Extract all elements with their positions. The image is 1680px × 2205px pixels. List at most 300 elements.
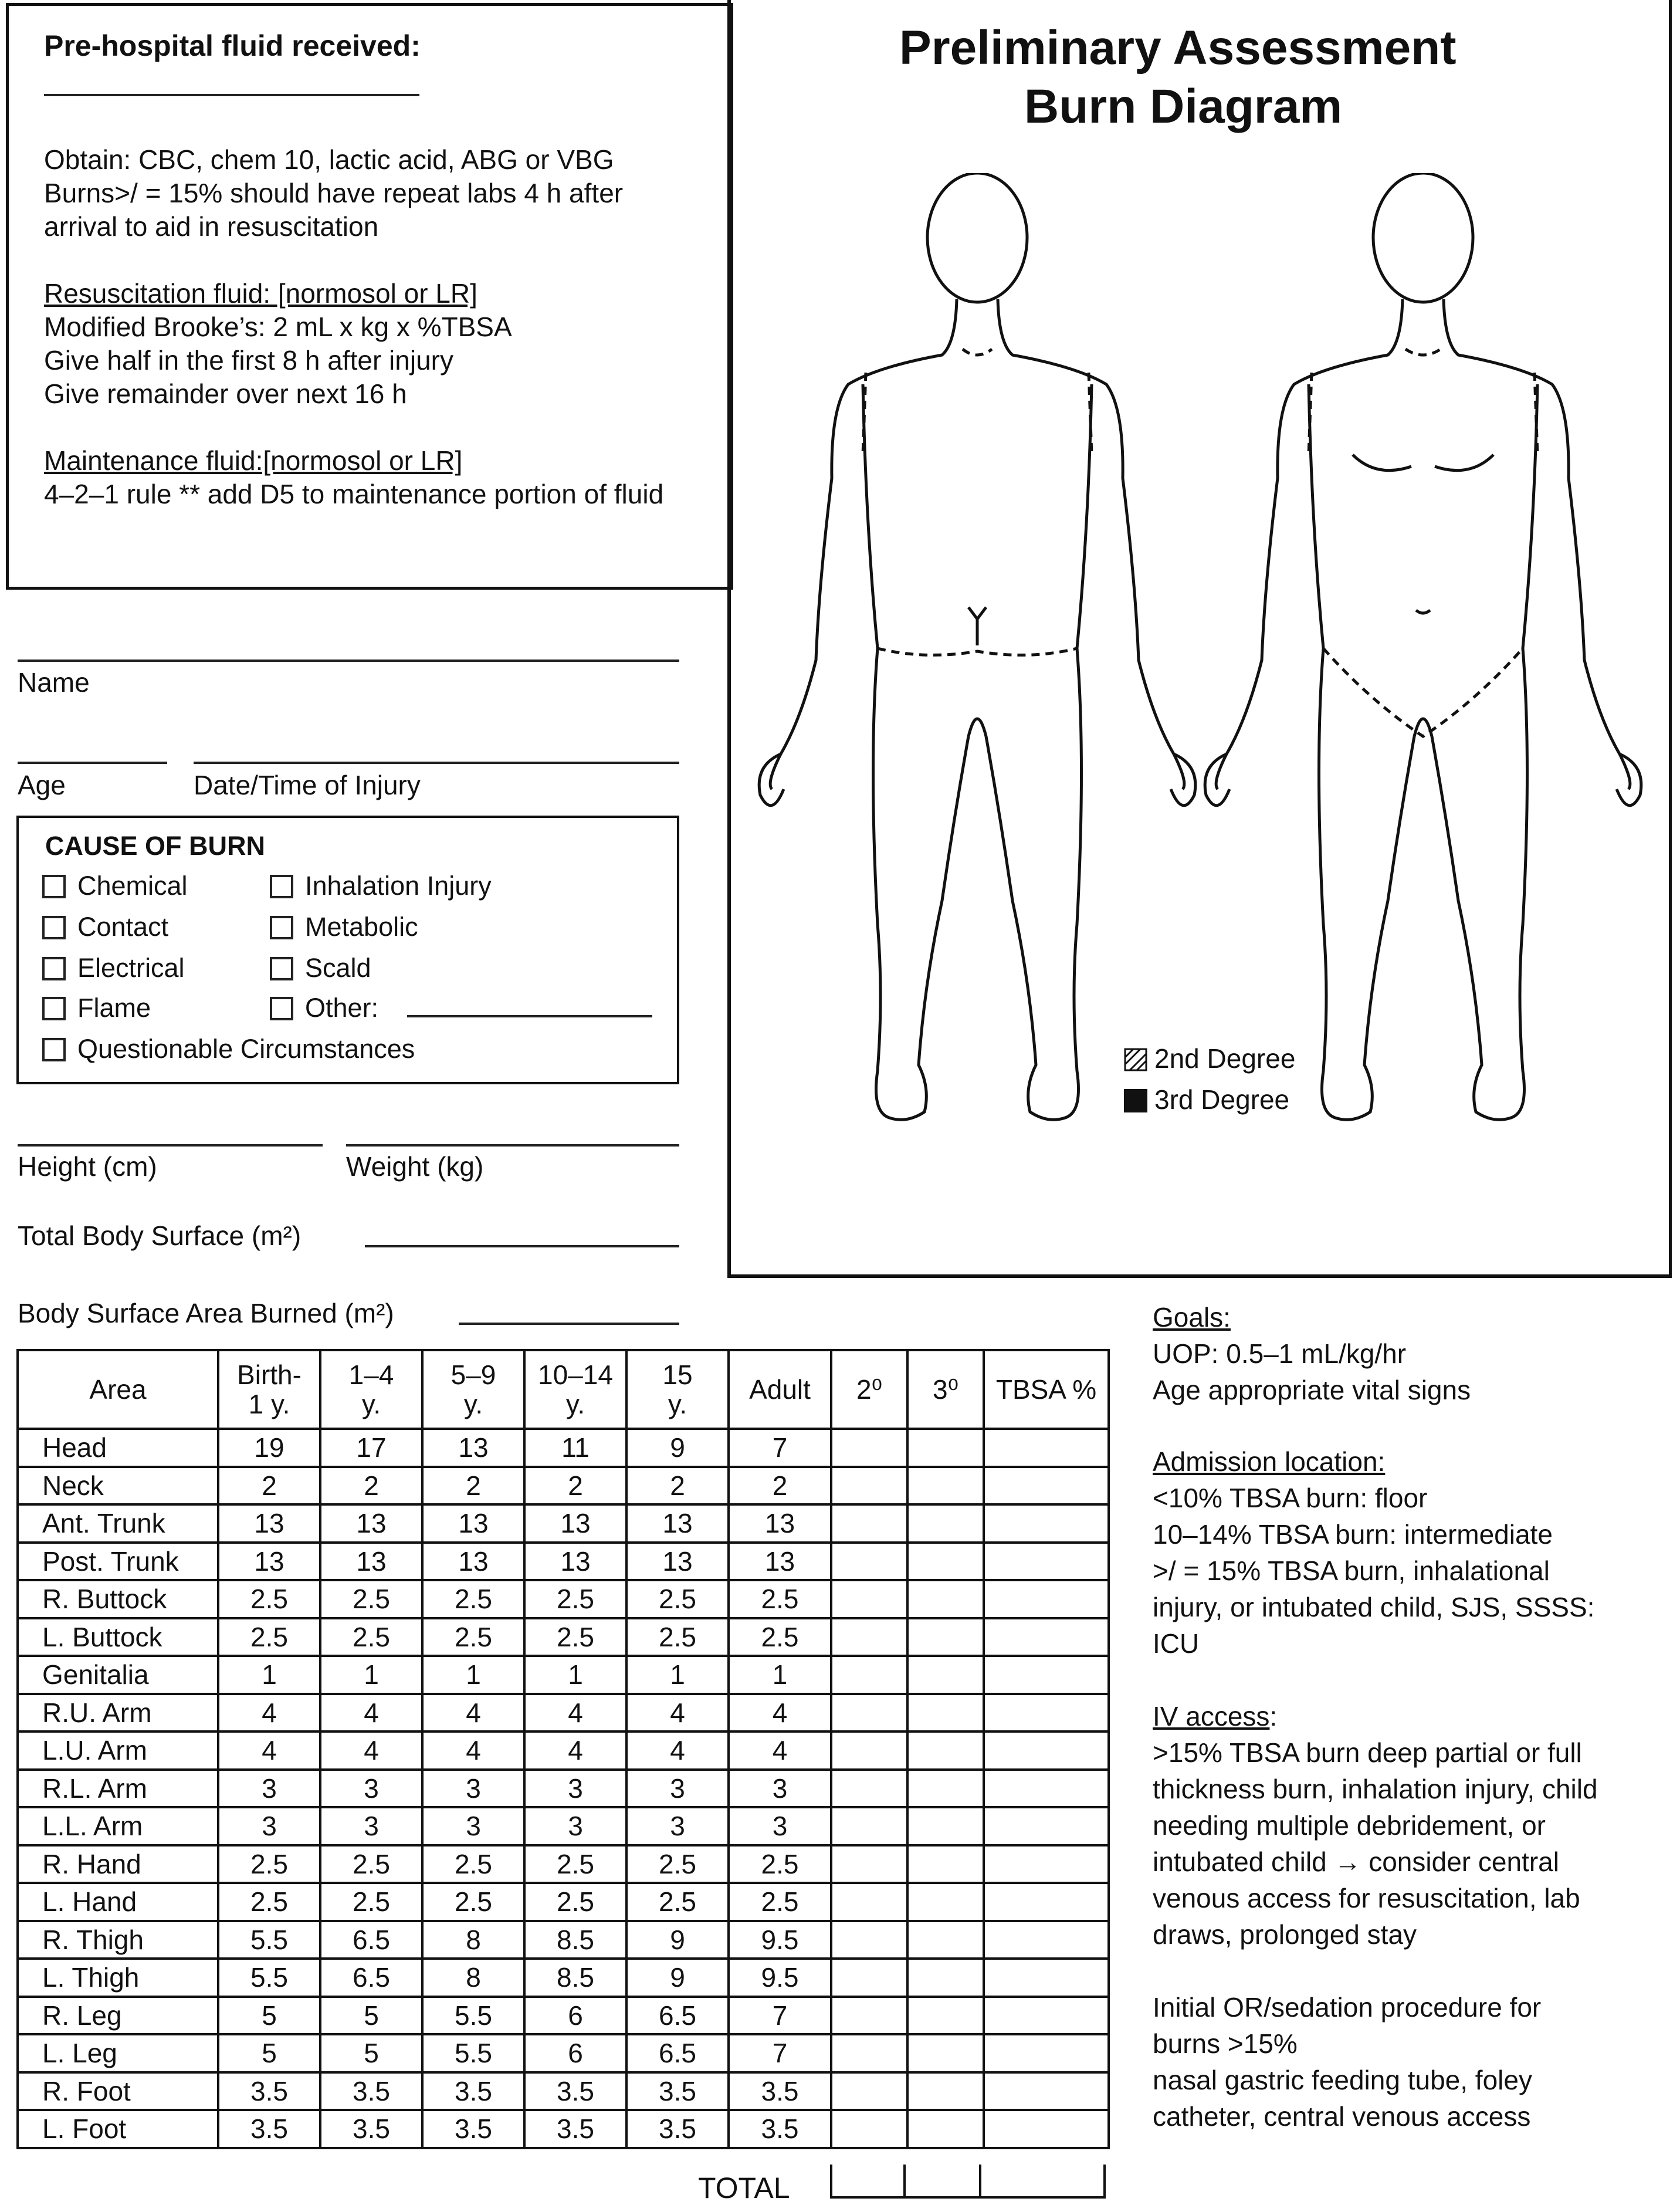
tbsa-input-cell[interactable]	[984, 1770, 1109, 1808]
percent-cell: 13	[626, 1543, 729, 1581]
total-3rd-cell[interactable]	[906, 2165, 981, 2199]
percent-cell: 13	[729, 1543, 831, 1581]
percent-cell: 2.5	[218, 1883, 320, 1921]
maint-heading: Maintenance fluid:[normosol or LR]	[44, 445, 463, 476]
tbsa-input-cell[interactable]	[984, 1543, 1109, 1581]
legend-3rd-degree	[1124, 1084, 1289, 1115]
area-cell: R. Buttock	[18, 1580, 218, 1618]
percent-cell: 3	[626, 1770, 729, 1808]
labs-line-1: Obtain: CBC, chem 10, lactic acid, ABG or VBG	[44, 144, 614, 175]
percent-cell: 5.5	[422, 2034, 524, 2072]
second-degree-input-cell[interactable]	[831, 1845, 907, 1883]
body-front-view[interactable]	[1205, 173, 1641, 1120]
second-degree-input-cell[interactable]	[831, 1883, 907, 1921]
percent-cell: 2.5	[422, 1845, 524, 1883]
body-back-view[interactable]	[759, 173, 1195, 1120]
iv-heading	[1153, 1698, 1277, 1734]
second-degree-input-cell[interactable]	[831, 1467, 907, 1505]
percent-cell: 4	[218, 1694, 320, 1732]
cause-questionable[interactable]	[42, 1034, 415, 1064]
chemical-label: Chemical	[77, 871, 188, 901]
name-field[interactable]	[18, 660, 679, 662]
third-degree-input-cell[interactable]	[907, 1731, 984, 1770]
second-degree-input-cell[interactable]	[831, 1580, 907, 1618]
percent-cell: 8	[422, 1921, 524, 1959]
total-label: TOTAL	[698, 2172, 790, 2204]
area-cell: L.L. Arm	[18, 1807, 218, 1845]
or-line-3: nasal gastric feeding tube, foley	[1153, 2065, 1532, 2095]
third-degree-input-cell[interactable]	[907, 1845, 984, 1883]
chemical-checkbox[interactable]	[42, 875, 66, 898]
table-row	[18, 1656, 1109, 1694]
percent-cell: 8	[422, 1959, 524, 1997]
percent-cell: 3	[524, 1770, 626, 1808]
percent-cell: 2.5	[320, 1618, 422, 1656]
table-row	[18, 1807, 1109, 1845]
area-cell: Head	[18, 1429, 218, 1467]
tbsa-input-cell[interactable]	[984, 1807, 1109, 1845]
tbsa-input-cell[interactable]	[984, 1504, 1109, 1543]
percent-cell: 3	[524, 1807, 626, 1845]
percent-cell: 3.5	[729, 2110, 831, 2148]
fluid-received-line[interactable]	[44, 94, 419, 96]
third-degree-input-cell[interactable]	[907, 1618, 984, 1656]
percent-cell: 2.5	[626, 1618, 729, 1656]
third-degree-input-cell[interactable]	[907, 1997, 984, 2035]
percent-cell: 2.5	[320, 1845, 422, 1883]
total-2nd-cell[interactable]	[830, 2165, 906, 2199]
percent-cell: 9.5	[729, 1959, 831, 1997]
header-15: 15 y.	[626, 1350, 729, 1429]
percent-cell: 3.5	[729, 2072, 831, 2111]
percent-cell: 2.5	[729, 1883, 831, 1921]
percent-cell: 4	[320, 1694, 422, 1732]
third-degree-input-cell[interactable]	[907, 2072, 984, 2111]
diagram-title-2: Burn Diagram	[1024, 80, 1343, 133]
percent-cell: 7	[729, 1429, 831, 1467]
tbsa-input-cell[interactable]	[984, 1997, 1109, 2035]
table-row	[18, 1467, 1109, 1505]
scald-checkbox[interactable]	[270, 957, 293, 980]
height-field[interactable]	[18, 1144, 323, 1147]
percent-cell: 2.5	[524, 1618, 626, 1656]
tbsa-input-cell[interactable]	[984, 1921, 1109, 1959]
third-degree-input-cell[interactable]	[907, 1543, 984, 1581]
iv-line-6: draws, prolonged stay	[1153, 1919, 1417, 1950]
tbsa-input-cell[interactable]	[984, 2034, 1109, 2072]
questionable-checkbox[interactable]	[42, 1038, 66, 1061]
third-degree-input-cell[interactable]	[907, 1921, 984, 1959]
height-label: Height (cm)	[18, 1151, 157, 1182]
percent-cell: 13	[729, 1504, 831, 1543]
legend-3rd-label: 3rd Degree	[1154, 1084, 1290, 1115]
percent-cell: 5.5	[218, 1959, 320, 1997]
resus-heading: Resuscitation fluid: [normosol or LR]	[44, 278, 477, 309]
percent-cell: 6.5	[320, 1959, 422, 1997]
total-row	[830, 2165, 1106, 2199]
percent-cell: 2	[729, 1467, 831, 1505]
percent-cell: 13	[422, 1429, 524, 1467]
percent-cell: 3.5	[320, 2072, 422, 2111]
electrical-checkbox[interactable]	[42, 957, 66, 980]
percent-cell: 13	[626, 1504, 729, 1543]
table-row	[18, 1580, 1109, 1618]
percent-cell: 2.5	[524, 1845, 626, 1883]
admission-line-1: <10% TBSA burn: floor	[1153, 1483, 1428, 1513]
percent-cell: 13	[422, 1543, 524, 1581]
percent-cell: 3	[626, 1807, 729, 1845]
cause-contact[interactable]	[42, 912, 168, 942]
area-cell: L.U. Arm	[18, 1731, 218, 1770]
tbsa-input-cell[interactable]	[984, 1429, 1109, 1467]
second-degree-input-cell[interactable]	[831, 2110, 907, 2148]
table-row	[18, 1883, 1109, 1921]
percent-cell: 2.5	[729, 1618, 831, 1656]
percent-cell: 3	[729, 1770, 831, 1808]
contact-checkbox[interactable]	[42, 916, 66, 939]
header-1-4: 1–4 y.	[320, 1350, 422, 1429]
flame-checkbox[interactable]	[42, 997, 66, 1020]
percent-cell: 3	[218, 1770, 320, 1808]
age-field[interactable]	[18, 762, 167, 764]
second-degree-input-cell[interactable]	[831, 2072, 907, 2111]
resus-line-2: Give half in the first 8 h after injury	[44, 345, 453, 376]
table-row	[18, 1694, 1109, 1732]
inhalation-label: Inhalation Injury	[305, 871, 492, 901]
percent-cell: 4	[422, 1731, 524, 1770]
percent-cell: 13	[320, 1543, 422, 1581]
third-degree-input-cell[interactable]	[907, 1883, 984, 1921]
percent-cell: 8.5	[524, 1959, 626, 1997]
tbsa-input-cell[interactable]	[984, 1883, 1109, 1921]
admission-line-4: injury, or intubated child, SJS, SSSS:	[1153, 1592, 1595, 1622]
cause-flame[interactable]	[42, 993, 151, 1023]
date-of-injury-field[interactable]	[194, 762, 679, 764]
second-degree-input-cell[interactable]	[831, 1543, 907, 1581]
percent-cell: 13	[524, 1504, 626, 1543]
percent-cell: 3.5	[218, 2072, 320, 2111]
cause-metabolic[interactable]	[270, 912, 418, 942]
percent-cell: 2.5	[626, 1883, 729, 1921]
cause-scald[interactable]	[270, 953, 371, 983]
header-birth-1: Birth- 1 y.	[218, 1350, 320, 1429]
percent-cell: 6	[524, 1997, 626, 2035]
tbsa-input-cell[interactable]	[984, 1959, 1109, 1997]
or-line-2: burns >15%	[1153, 2028, 1298, 2059]
second-degree-input-cell[interactable]	[831, 1618, 907, 1656]
area-cell: R. Foot	[18, 2072, 218, 2111]
percent-cell: 9	[626, 1959, 729, 1997]
second-degree-input-cell[interactable]	[831, 1429, 907, 1467]
total-body-surface-field[interactable]	[365, 1245, 679, 1247]
area-cell: L. Hand	[18, 1883, 218, 1921]
legend-2nd-label: 2nd Degree	[1154, 1043, 1296, 1074]
percent-cell: 9.5	[729, 1921, 831, 1959]
header-3rd: 3⁰	[907, 1350, 984, 1429]
resus-line-1: Modified Brooke’s: 2 mL x kg x %TBSA	[44, 312, 512, 342]
bsa-burned-label: Body Surface Area Burned (m²)	[18, 1298, 394, 1328]
area-cell: R. Leg	[18, 1997, 218, 2035]
header-area: Area	[18, 1350, 218, 1429]
table-row	[18, 1921, 1109, 1959]
tbsa-input-cell[interactable]	[984, 1618, 1109, 1656]
percent-cell: 7	[729, 1997, 831, 2035]
percent-cell: 2	[218, 1467, 320, 1505]
percent-cell: 3.5	[524, 2072, 626, 2111]
area-cell: R. Hand	[18, 1845, 218, 1883]
percent-cell: 6.5	[320, 1921, 422, 1959]
flame-label: Flame	[77, 993, 151, 1023]
percent-cell: 4	[626, 1731, 729, 1770]
percent-cell: 5	[320, 1997, 422, 2035]
percent-cell: 4	[729, 1694, 831, 1732]
date-of-injury-label: Date/Time of Injury	[194, 770, 421, 800]
goals-line-1: UOP: 0.5–1 mL/kg/hr	[1153, 1338, 1407, 1369]
percent-cell: 2.5	[626, 1845, 729, 1883]
table-row	[18, 1618, 1109, 1656]
percent-cell: 6.5	[626, 2034, 729, 2072]
second-degree-input-cell[interactable]	[831, 1807, 907, 1845]
iv-line-2: thickness burn, inhalation injury, child	[1153, 1774, 1598, 1804]
percent-cell: 4	[218, 1731, 320, 1770]
percent-cell: 9	[626, 1921, 729, 1959]
legend-2nd-degree	[1124, 1043, 1295, 1074]
second-degree-input-cell[interactable]	[831, 1504, 907, 1543]
percent-cell: 2	[626, 1467, 729, 1505]
percent-cell: 3	[422, 1770, 524, 1808]
percent-cell: 3.5	[320, 2110, 422, 2148]
table-row	[18, 1731, 1109, 1770]
table-row	[18, 1959, 1109, 1997]
table-header-row	[18, 1350, 1109, 1429]
percent-cell: 11	[524, 1429, 626, 1467]
percent-cell: 1	[320, 1656, 422, 1694]
percent-cell: 3	[729, 1807, 831, 1845]
percent-cell: 6.5	[626, 1997, 729, 2035]
table-row	[18, 1845, 1109, 1883]
second-degree-input-cell[interactable]	[831, 2034, 907, 2072]
total-body-surface-label: Total Body Surface (m²)	[18, 1220, 302, 1251]
fluid-protocol-box	[6, 3, 733, 590]
percent-cell: 5.5	[422, 1997, 524, 2035]
area-cell: Neck	[18, 1467, 218, 1505]
third-degree-input-cell[interactable]	[907, 1807, 984, 1845]
tbsa-input-cell[interactable]	[984, 2110, 1109, 2148]
percent-cell: 4	[729, 1731, 831, 1770]
third-degree-input-cell[interactable]	[907, 2110, 984, 2148]
percent-cell: 2.5	[524, 1883, 626, 1921]
header-10-14: 10–14 y.	[524, 1350, 626, 1429]
second-degree-input-cell[interactable]	[831, 1656, 907, 1694]
burn-diagram-box	[727, 0, 1672, 1278]
cause-electrical[interactable]	[42, 953, 185, 983]
area-cell: L. Thigh	[18, 1959, 218, 1997]
percent-cell: 2.5	[422, 1580, 524, 1618]
percent-cell: 4	[626, 1694, 729, 1732]
third-degree-input-cell[interactable]	[907, 1580, 984, 1618]
area-cell: Genitalia	[18, 1656, 218, 1694]
age-label: Age	[18, 770, 66, 800]
goals-heading: Goals:	[1153, 1302, 1231, 1333]
percent-cell: 3.5	[626, 2072, 729, 2111]
other-field[interactable]	[407, 1015, 652, 1017]
solid-swatch-icon	[1124, 1089, 1147, 1112]
third-degree-input-cell[interactable]	[907, 1504, 984, 1543]
metabolic-label: Metabolic	[305, 912, 418, 942]
area-cell: L. Leg	[18, 2034, 218, 2072]
percent-cell: 13	[524, 1543, 626, 1581]
table-row	[18, 1429, 1109, 1467]
percent-cell: 9	[626, 1429, 729, 1467]
cause-of-burn-box	[16, 816, 679, 1084]
metabolic-checkbox[interactable]	[270, 916, 293, 939]
percent-cell: 2.5	[422, 1618, 524, 1656]
percent-cell: 5	[218, 1997, 320, 2035]
admission-line-2: 10–14% TBSA burn: intermediate	[1153, 1519, 1553, 1550]
third-degree-input-cell[interactable]	[907, 1959, 984, 1997]
third-degree-input-cell[interactable]	[907, 1467, 984, 1505]
third-degree-input-cell[interactable]	[907, 1694, 984, 1732]
percent-cell: 4	[422, 1694, 524, 1732]
third-degree-input-cell[interactable]	[907, 1770, 984, 1808]
iv-heading-colon: :	[1269, 1701, 1278, 1731]
admission-heading: Admission location:	[1153, 1446, 1386, 1477]
percent-cell: 1	[729, 1656, 831, 1694]
header-5-9: 5–9 y.	[422, 1350, 524, 1429]
percent-cell: 4	[524, 1694, 626, 1732]
header-2nd: 2⁰	[831, 1350, 907, 1429]
tbsa-input-cell[interactable]	[984, 1467, 1109, 1505]
weight-label: Weight (kg)	[346, 1151, 484, 1182]
area-cell: R.U. Arm	[18, 1694, 218, 1732]
second-degree-input-cell[interactable]	[831, 1997, 907, 2035]
percent-cell: 13	[320, 1504, 422, 1543]
percent-cell: 13	[422, 1504, 524, 1543]
second-degree-input-cell[interactable]	[831, 1921, 907, 1959]
percent-cell: 6	[524, 2034, 626, 2072]
percent-cell: 5	[218, 2034, 320, 2072]
percent-cell: 3	[320, 1807, 422, 1845]
cause-title: CAUSE OF BURN	[45, 831, 266, 861]
percent-cell: 3	[320, 1770, 422, 1808]
third-degree-input-cell[interactable]	[907, 2034, 984, 2072]
percent-cell: 4	[524, 1731, 626, 1770]
labs-line-2: Burns>/ = 15% should have repeat labs 4 h after	[44, 178, 624, 208]
percent-cell: 3	[218, 1807, 320, 1845]
contact-label: Contact	[77, 912, 169, 942]
admission-line-5: ICU	[1153, 1628, 1200, 1659]
tbsa-input-cell[interactable]	[984, 2072, 1109, 2111]
iv-line-4: intubated child → consider central	[1153, 1846, 1559, 1877]
percent-cell: 8.5	[524, 1921, 626, 1959]
maint-line: 4–2–1 rule ** add D5 to maintenance portion of fluid	[44, 479, 664, 509]
third-degree-input-cell[interactable]	[907, 1429, 984, 1467]
third-degree-input-cell[interactable]	[907, 1656, 984, 1694]
bsa-burned-field[interactable]	[459, 1323, 679, 1325]
percent-cell: 1	[422, 1656, 524, 1694]
percent-cell: 3	[422, 1807, 524, 1845]
percent-cell: 3.5	[422, 2110, 524, 2148]
percent-cell: 3.5	[524, 2110, 626, 2148]
tbsa-input-cell[interactable]	[984, 1580, 1109, 1618]
diagram-title-1: Preliminary Assessment	[899, 21, 1457, 75]
percent-cell: 3.5	[422, 2072, 524, 2111]
hatched-swatch-icon	[1124, 1048, 1147, 1071]
inhalation-checkbox[interactable]	[270, 875, 293, 898]
percent-cell: 2.5	[218, 1845, 320, 1883]
other-label: Other:	[305, 993, 379, 1023]
tbsa-input-cell[interactable]	[984, 1731, 1109, 1770]
tbsa-input-cell[interactable]	[984, 1656, 1109, 1694]
percent-cell: 17	[320, 1429, 422, 1467]
percent-cell: 13	[218, 1504, 320, 1543]
table-row	[18, 1997, 1109, 2035]
table-row	[18, 1770, 1109, 1808]
table-row	[18, 1543, 1109, 1581]
percent-cell: 1	[218, 1656, 320, 1694]
percent-cell: 4	[320, 1731, 422, 1770]
scald-label: Scald	[305, 953, 371, 983]
second-degree-input-cell[interactable]	[831, 1694, 907, 1732]
percent-cell: 2.5	[729, 1580, 831, 1618]
iv-heading-text: IV access	[1153, 1701, 1270, 1731]
goals-line-2: Age appropriate vital signs	[1153, 1375, 1471, 1405]
percent-cell: 5.5	[218, 1921, 320, 1959]
percent-cell: 2.5	[729, 1845, 831, 1883]
percent-cell: 1	[626, 1656, 729, 1694]
percent-cell: 2.5	[320, 1580, 422, 1618]
second-degree-input-cell[interactable]	[831, 1959, 907, 1997]
labs-line-3: arrival to aid in resuscitation	[44, 211, 379, 242]
table-row	[18, 2072, 1109, 2111]
percent-cell: 2.5	[218, 1580, 320, 1618]
header-tbsa: TBSA %	[984, 1350, 1109, 1429]
name-label: Name	[18, 667, 90, 698]
cause-inhalation[interactable]	[270, 871, 492, 901]
cause-other[interactable]	[270, 993, 378, 1023]
other-checkbox[interactable]	[270, 997, 293, 1020]
total-tbsa-cell[interactable]	[981, 2165, 1106, 2199]
resus-line-3: Give remainder over next 16 h	[44, 378, 407, 409]
percent-cell: 2.5	[320, 1883, 422, 1921]
fluid-box-title: Pre-hospital fluid received:	[44, 29, 421, 62]
percent-cell: 2	[422, 1467, 524, 1505]
percent-cell: 2.5	[218, 1618, 320, 1656]
tbsa-input-cell[interactable]	[984, 1694, 1109, 1732]
percent-cell: 3.5	[626, 2110, 729, 2148]
area-cell: L. Foot	[18, 2110, 218, 2148]
iv-line-3: needing multiple debridement, or	[1153, 1810, 1546, 1841]
weight-field[interactable]	[346, 1144, 679, 1147]
tbsa-table	[16, 1349, 1110, 2149]
area-cell: R.L. Arm	[18, 1770, 218, 1808]
cause-chemical[interactable]	[42, 871, 188, 901]
questionable-label: Questionable Circumstances	[77, 1034, 415, 1064]
percent-cell: 1	[524, 1656, 626, 1694]
table-row	[18, 1504, 1109, 1543]
percent-cell: 19	[218, 1429, 320, 1467]
or-line-4: catheter, central venous access	[1153, 2101, 1531, 2132]
area-cell: R. Thigh	[18, 1921, 218, 1959]
area-cell: Post. Trunk	[18, 1543, 218, 1581]
second-degree-input-cell[interactable]	[831, 1770, 907, 1808]
percent-cell: 3.5	[218, 2110, 320, 2148]
percent-cell: 2	[524, 1467, 626, 1505]
or-line-1: Initial OR/sedation procedure for	[1153, 1992, 1542, 2023]
tbsa-input-cell[interactable]	[984, 1845, 1109, 1883]
second-degree-input-cell[interactable]	[831, 1731, 907, 1770]
percent-cell: 7	[729, 2034, 831, 2072]
